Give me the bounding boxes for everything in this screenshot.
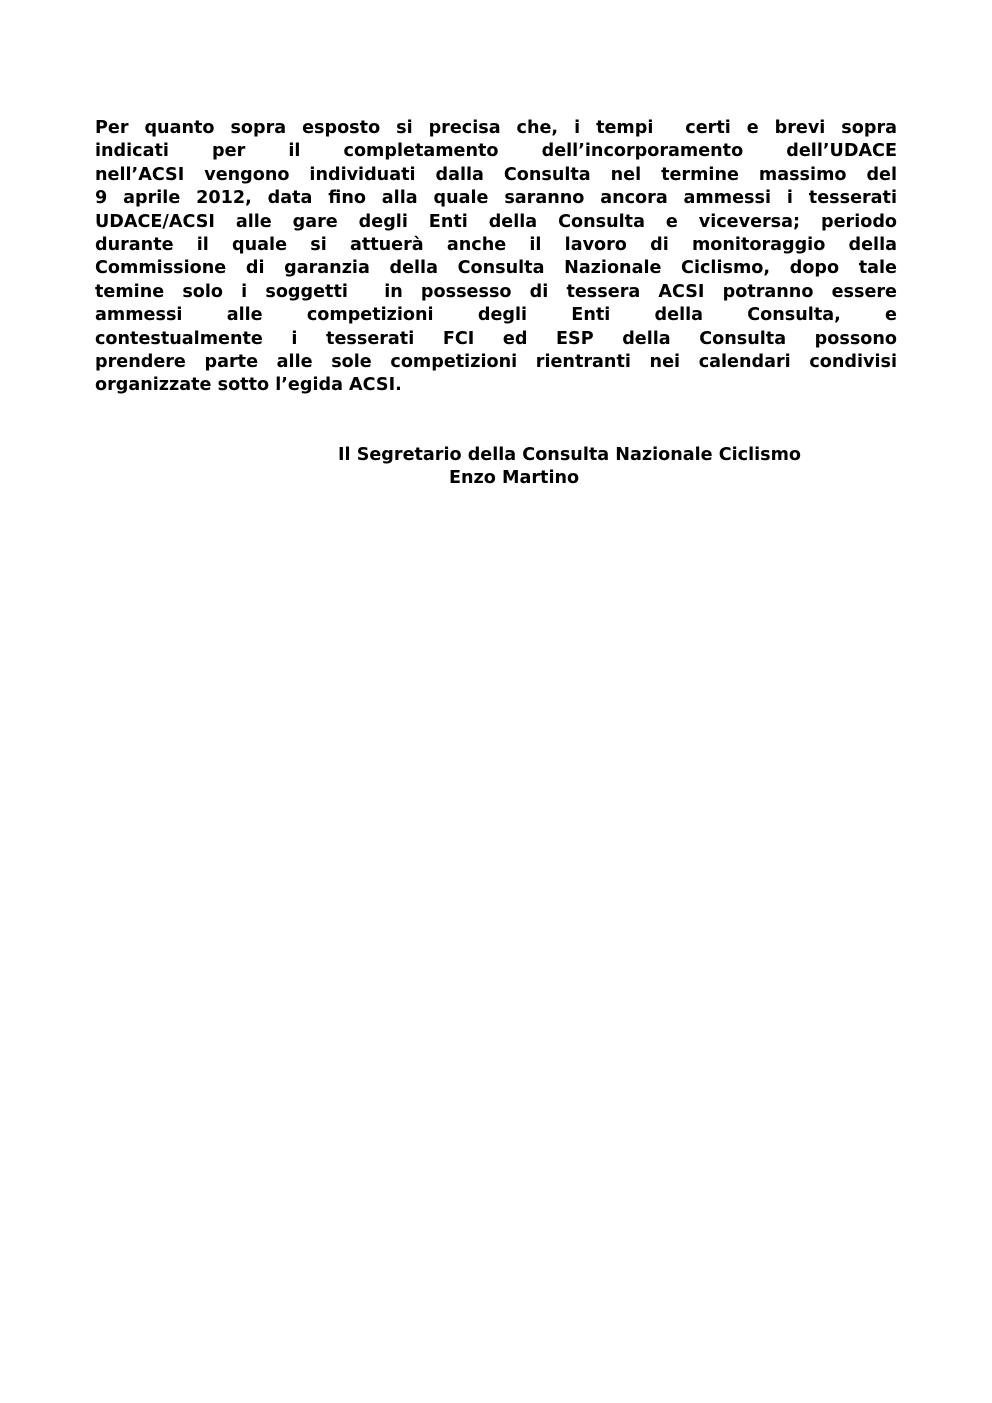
signature-title: Il Segretario della Consulta Nazionale Ciclismo [338,445,802,465]
signature-name: Enzo Martino [449,468,580,488]
paragraph-line: Per quanto sopra esposto si precisa che, i tempi certi e brevi sopra [95,118,897,138]
paragraph-line: ammessi alle competizioni degli Enti della Consulta, e [95,305,897,326]
paragraph-line: 9 aprile 2012, data fino alla quale saranno ancora ammessi i tesserati [95,188,897,209]
body-paragraph [95,117,897,398]
paragraph-line: temine solo i soggetti in possesso di tessera ACSI potranno essere [95,281,897,302]
paragraph-line: indicati per il completamento dell’incorporamento dell’UDACE [95,141,897,162]
paragraph-line: organizzate sotto l’egida ACSI. [95,375,402,396]
paragraph-line: contestualmente i tesserati FCI ed ESP della Consulta possono [95,328,897,349]
paragraph-line: prendere parte alle sole competizioni rientranti nei calendari condivisi [95,351,897,372]
paragraph-line: Commissione di garanzia della Consulta Nazionale Ciclismo, dopo tale [95,258,897,279]
paragraph-line: UDACE/ACSI alle gare degli Enti della Consulta e viceversa; periodo [95,211,897,232]
paragraph-line: durante il quale si attuerà anche il lavoro di monitoraggio della [95,234,897,255]
paragraph-line: nell’ACSI vengono individuati dalla Consulta nel termine massimo del [95,164,897,185]
